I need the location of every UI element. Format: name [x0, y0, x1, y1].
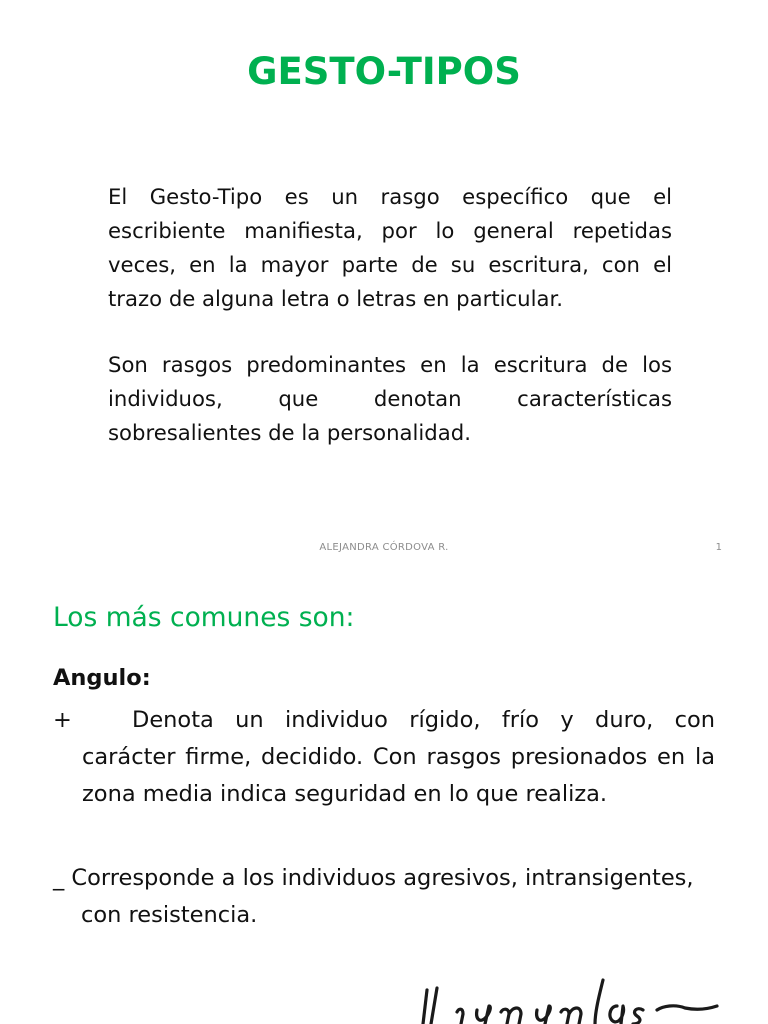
list-item	[53, 860, 715, 934]
subheading-angulo: Angulo:	[53, 665, 151, 691]
plus-marker: +	[53, 707, 72, 733]
handwriting-sample-icon	[405, 976, 725, 1024]
description-paragraph: Son rasgos predominantes en la escritura de los individuos, que denotan características sobresalientes de la personalidad.	[108, 352, 672, 445]
slide-page-number: 1	[715, 542, 722, 553]
slide-2	[0, 576, 768, 1024]
list-item	[53, 702, 715, 813]
definition-paragraph: El Gesto-Tipo es un rasgo específico que el escribiente manifiesta, por lo general repetidas veces, en la mayor parte de su escritura, con el trazo de alguna letra o letras en particular.	[108, 184, 672, 311]
slide-footer-author: ALEJANDRA CÓRDOVA R.	[319, 542, 449, 553]
slide-title: GESTO-TIPOS	[247, 50, 521, 93]
section-heading: Los más comunes son:	[53, 602, 355, 633]
list-item-text: _ Corresponde a los individuos agresivos, intransigentes, con resistencia.	[53, 865, 694, 928]
list-item-text: Denota un individuo rígido, frío y duro, con carácter firme, decidido. Con rasgos presionados en la zona media indica seguridad en lo que realiza.	[82, 707, 715, 807]
